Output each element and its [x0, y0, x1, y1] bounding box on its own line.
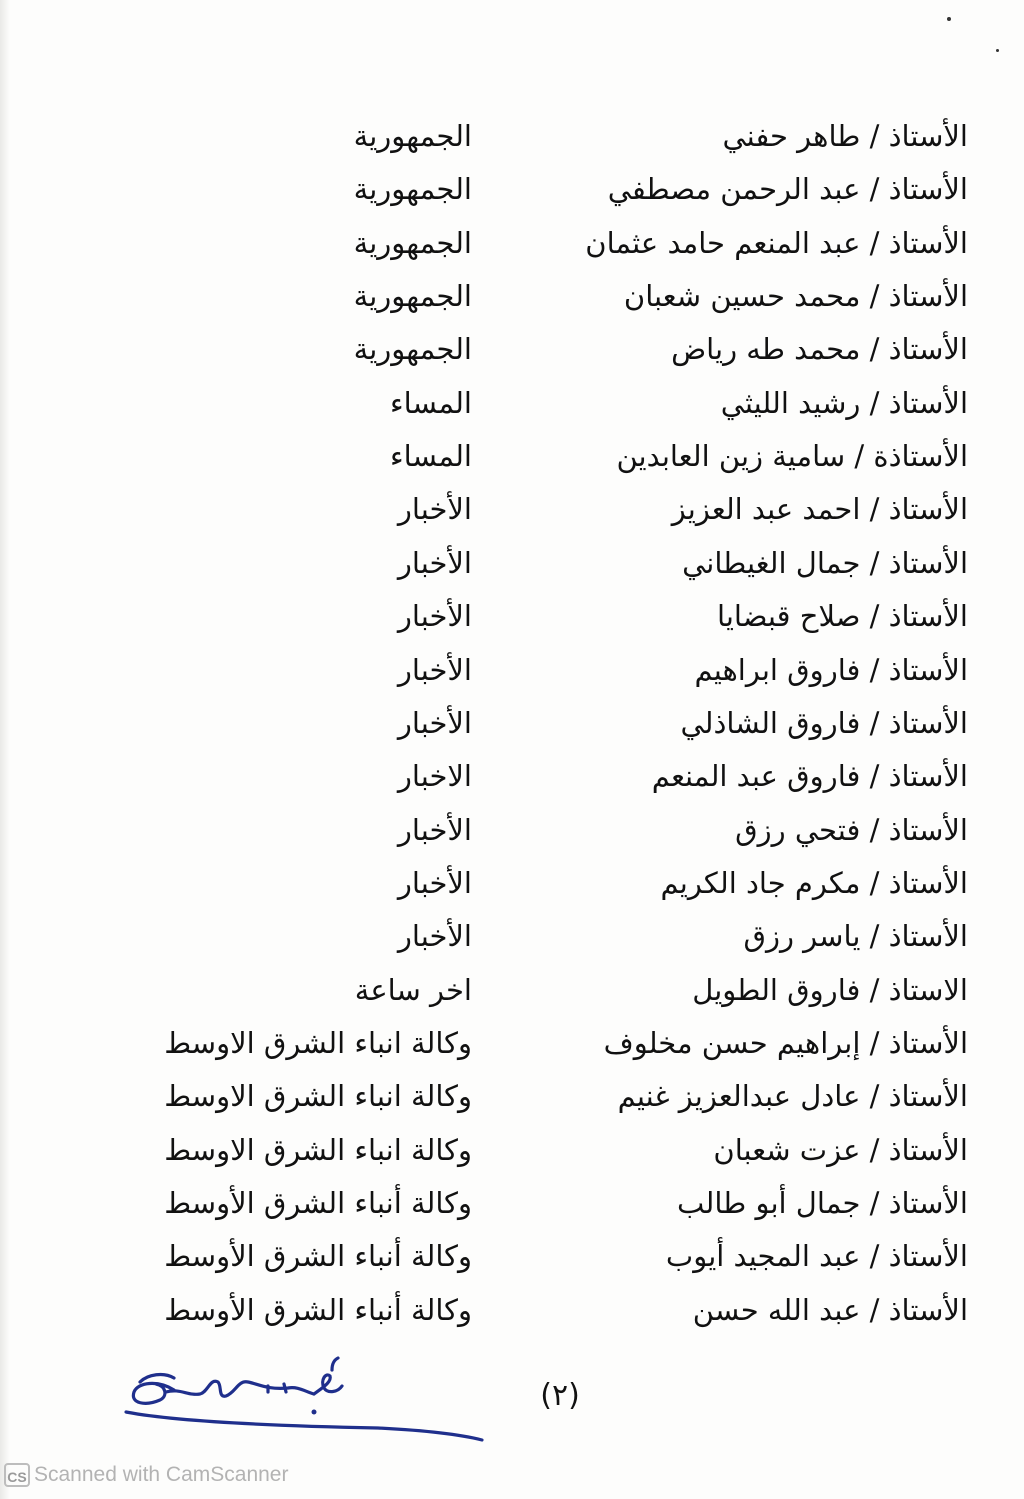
recipient-row — [0, 383, 1024, 436]
speck — [947, 17, 951, 21]
recipient-organization: الأخبار — [397, 492, 472, 527]
recipient-row — [0, 650, 1024, 703]
recipient-name: الأستاذ / محمد حسين شعبان — [623, 279, 968, 314]
recipient-name: الأستاذ / عبد المجيد أيوب — [665, 1239, 968, 1274]
recipient-row — [0, 863, 1024, 916]
recipient-name: الأستاذ / ياسر رزق — [743, 919, 968, 954]
recipient-organization: وكالة أنباء الشرق الأوسط — [164, 1239, 472, 1274]
recipient-organization: الأخبار — [397, 919, 472, 954]
recipient-row — [0, 489, 1024, 542]
recipient-organization: الأخبار — [397, 812, 472, 847]
recipient-name: الأستاذ / عبد المنعم حامد عثمان — [585, 225, 968, 260]
scanner-watermark-text: Scanned with CamScanner — [34, 1463, 289, 1486]
recipient-organization: اخر ساعة — [354, 972, 472, 1007]
recipient-row — [0, 703, 1024, 756]
recipient-row — [0, 756, 1024, 809]
recipient-organization: الجمهورية — [353, 332, 472, 367]
handwritten-signature — [118, 1352, 498, 1464]
recipient-row — [0, 916, 1024, 969]
recipient-organization: الأخبار — [397, 705, 472, 740]
recipient-row — [0, 596, 1024, 649]
recipient-organization: الأخبار — [397, 599, 472, 634]
page-number: (٢) — [540, 1378, 580, 1413]
recipient-row — [0, 1290, 1024, 1343]
recipient-row — [0, 116, 1024, 169]
recipient-row — [0, 276, 1024, 329]
recipient-row — [0, 970, 1024, 1023]
recipient-row — [0, 436, 1024, 489]
recipient-name: الأستاذ / فاروق عبد المنعم — [651, 759, 968, 794]
recipient-name: الأستاذ / فاروق الشاذلي — [680, 705, 968, 740]
recipient-name: الأستاذ / جمال أبو طالب — [677, 1186, 968, 1220]
recipient-row — [0, 1183, 1024, 1236]
recipient-name: الأستاذ / عبد الرحمن مصطفي — [607, 172, 968, 207]
recipient-organization: الجمهورية — [353, 225, 472, 260]
recipient-name: الأستاذ / مكرم جاد الكريم — [660, 865, 968, 900]
recipient-name: الأستاذ / محمد طه رياض — [671, 332, 968, 367]
recipient-organization: الأخبار — [397, 652, 472, 687]
recipient-name: الأستاذ / صلاح قبضايا — [717, 599, 968, 634]
recipient-row — [0, 1023, 1024, 1076]
recipient-organization: وكالة انباء الشرق الاوسط — [164, 1079, 472, 1114]
recipient-name: الأستاذ / جمال الغيطاني — [682, 545, 968, 580]
speck — [996, 49, 999, 52]
recipient-name: الأستاذ / عبد الله حسن — [692, 1292, 968, 1327]
recipient-organization: الجمهورية — [353, 279, 472, 314]
recipient-name: الاستاذ / فاروق الطويل — [692, 972, 968, 1007]
recipient-row — [0, 329, 1024, 382]
recipient-name: الأستاذ / احمد عبد العزيز — [671, 492, 968, 527]
recipient-organization: وكالة انباء الشرق الاوسط — [164, 1025, 472, 1060]
recipient-name: الأستاذ / إبراهيم حسن مخلوف — [603, 1025, 968, 1060]
recipient-organization: وكالة أنباء الشرق الأوسط — [164, 1292, 472, 1327]
recipient-organization: المساء — [389, 439, 472, 474]
recipient-organization: الجمهورية — [353, 172, 472, 207]
recipient-name: الأستاذ / طاهر حفني — [722, 119, 968, 153]
recipient-row — [0, 543, 1024, 596]
recipient-organization: وكالة أنباء الشرق الأوسط — [164, 1186, 472, 1220]
recipient-name: الأستاذ / رشيد الليثي — [720, 385, 968, 420]
recipient-row — [0, 1130, 1024, 1183]
recipient-organization: الأخبار — [397, 545, 472, 580]
recipient-row — [0, 169, 1024, 222]
recipient-name: الأستاذ / عزت شعبان — [713, 1132, 968, 1167]
recipient-name: الأستاذ / فتحي رزق — [735, 812, 968, 847]
recipient-name: الأستاذ / عادل عبدالعزيز غنيم — [617, 1079, 968, 1114]
recipient-name: الأستاذ / فاروق ابراهيم — [694, 652, 968, 687]
recipient-row — [0, 223, 1024, 276]
recipient-organization: الجمهورية — [353, 119, 472, 153]
scanner-watermark — [4, 1460, 288, 1490]
recipient-row — [0, 1076, 1024, 1129]
recipient-row — [0, 1236, 1024, 1289]
camscanner-logo-icon: CS — [4, 1463, 30, 1487]
recipient-organization: المساء — [389, 385, 472, 420]
recipient-organization: الأخبار — [397, 865, 472, 900]
recipient-organization: الاخبار — [397, 759, 472, 794]
recipient-name: الأستاذة / سامية زين العابدين — [616, 439, 968, 474]
recipient-row — [0, 810, 1024, 863]
recipient-organization: وكالة انباء الشرق الاوسط — [164, 1132, 472, 1167]
